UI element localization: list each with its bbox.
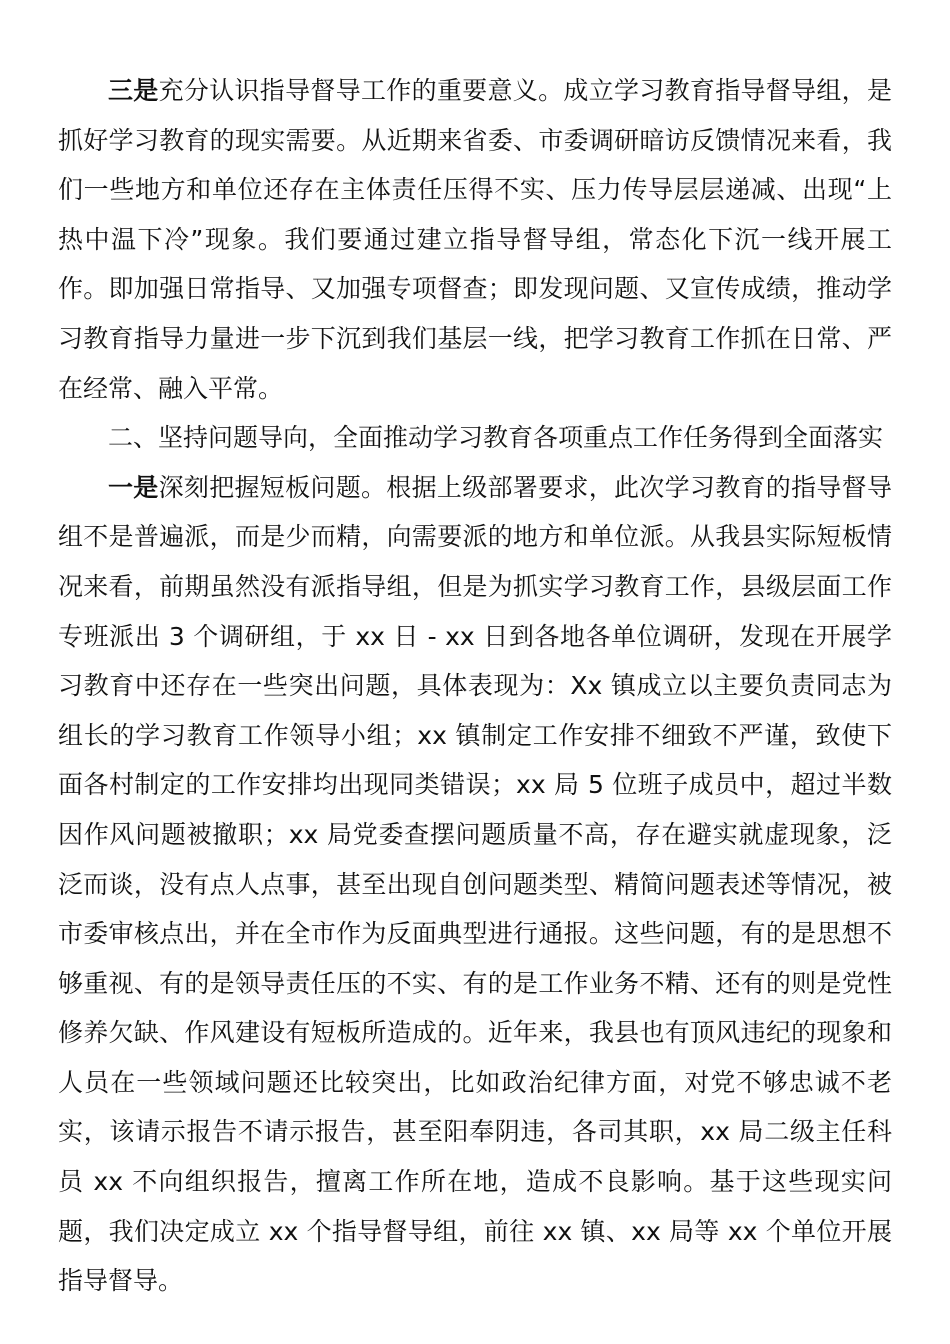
paragraph-one (58, 463, 892, 1306)
document-page (58, 66, 892, 1306)
paragraph-lead: 一是 (108, 472, 159, 502)
paragraph-text: 充分认识指导督导工作的重要意义。成立学习教育指导督导组，是抓好学习教育的现实需要。从近期来省委、市委调研暗访反馈情况来看，我们一些地方和单位还存在主体责任压得不实、压力传导层层递减、出现“上热中温下冷”现象。我们要通过建立指导督导组，常态化下沉一线开展工作。即加强日常指导、又加强专项督查；即发现问题、又宣传成绩，推动学习教育指导力量进一步下沉到我们基层一线，把学习教育工作抓在日常、严在经常、融入平常。 (58, 76, 892, 403)
paragraph-three (58, 66, 892, 413)
section-heading: 二、坚持问题导向，全面推动学习教育各项重点工作任务得到全面落实 (108, 423, 884, 453)
paragraph-text: 深刻把握短板问题。根据上级部署要求，此次学习教育的指导督导组不是普遍派，而是少而精，向需要派的地方和单位派。从我县实际短板情况来看，前期虽然没有派指导组，但是为抓实学习教育工作，县级层面工作专班派出 3 个调研组，于 xx 日 - xx 日到各地各单位调研，发现在开展学习教育中还存在一些突出问题，具体表现为：Xx 镇成立以主要负责同志为组长的学习教育工作领导小组；xx 镇制定工作安排不细致不严谨，致使下面各村制定的工作安排均出现同类错误；xx 局 5 位班子成员中，超过半数因作风问题被撤职；xx 局党委查摆问题质量不高，存在避实就虚现象，泛泛而谈，没有点人点事，甚至出现自创问题类型、精简问题表述等情况，被市委审核点出，并在全市作为反面典型进行通报。这些问题，有的是思想不够重视、有的是领导责任压的不实、有的是工作业务不精、还有的则是党性修养欠缺、作风建设有短板所造成的。近年来，我县也有顶风违纪的现象和人员在一些领域问题还比较突出，比如政治纪律方面，对党不够忠诚不老实，该请示报告不请示报告，甚至阳奉阴违，各司其职，xx 局二级主任科员 xx 不向组织报告，擅离工作所在地，造成不良影响。基于这些现实问题，我们决定成立 xx 个指导督导组，前往 xx 镇、xx 局等 xx 个单位开展指导督导。 (58, 472, 892, 1296)
paragraph-lead: 三是 (108, 76, 159, 105)
